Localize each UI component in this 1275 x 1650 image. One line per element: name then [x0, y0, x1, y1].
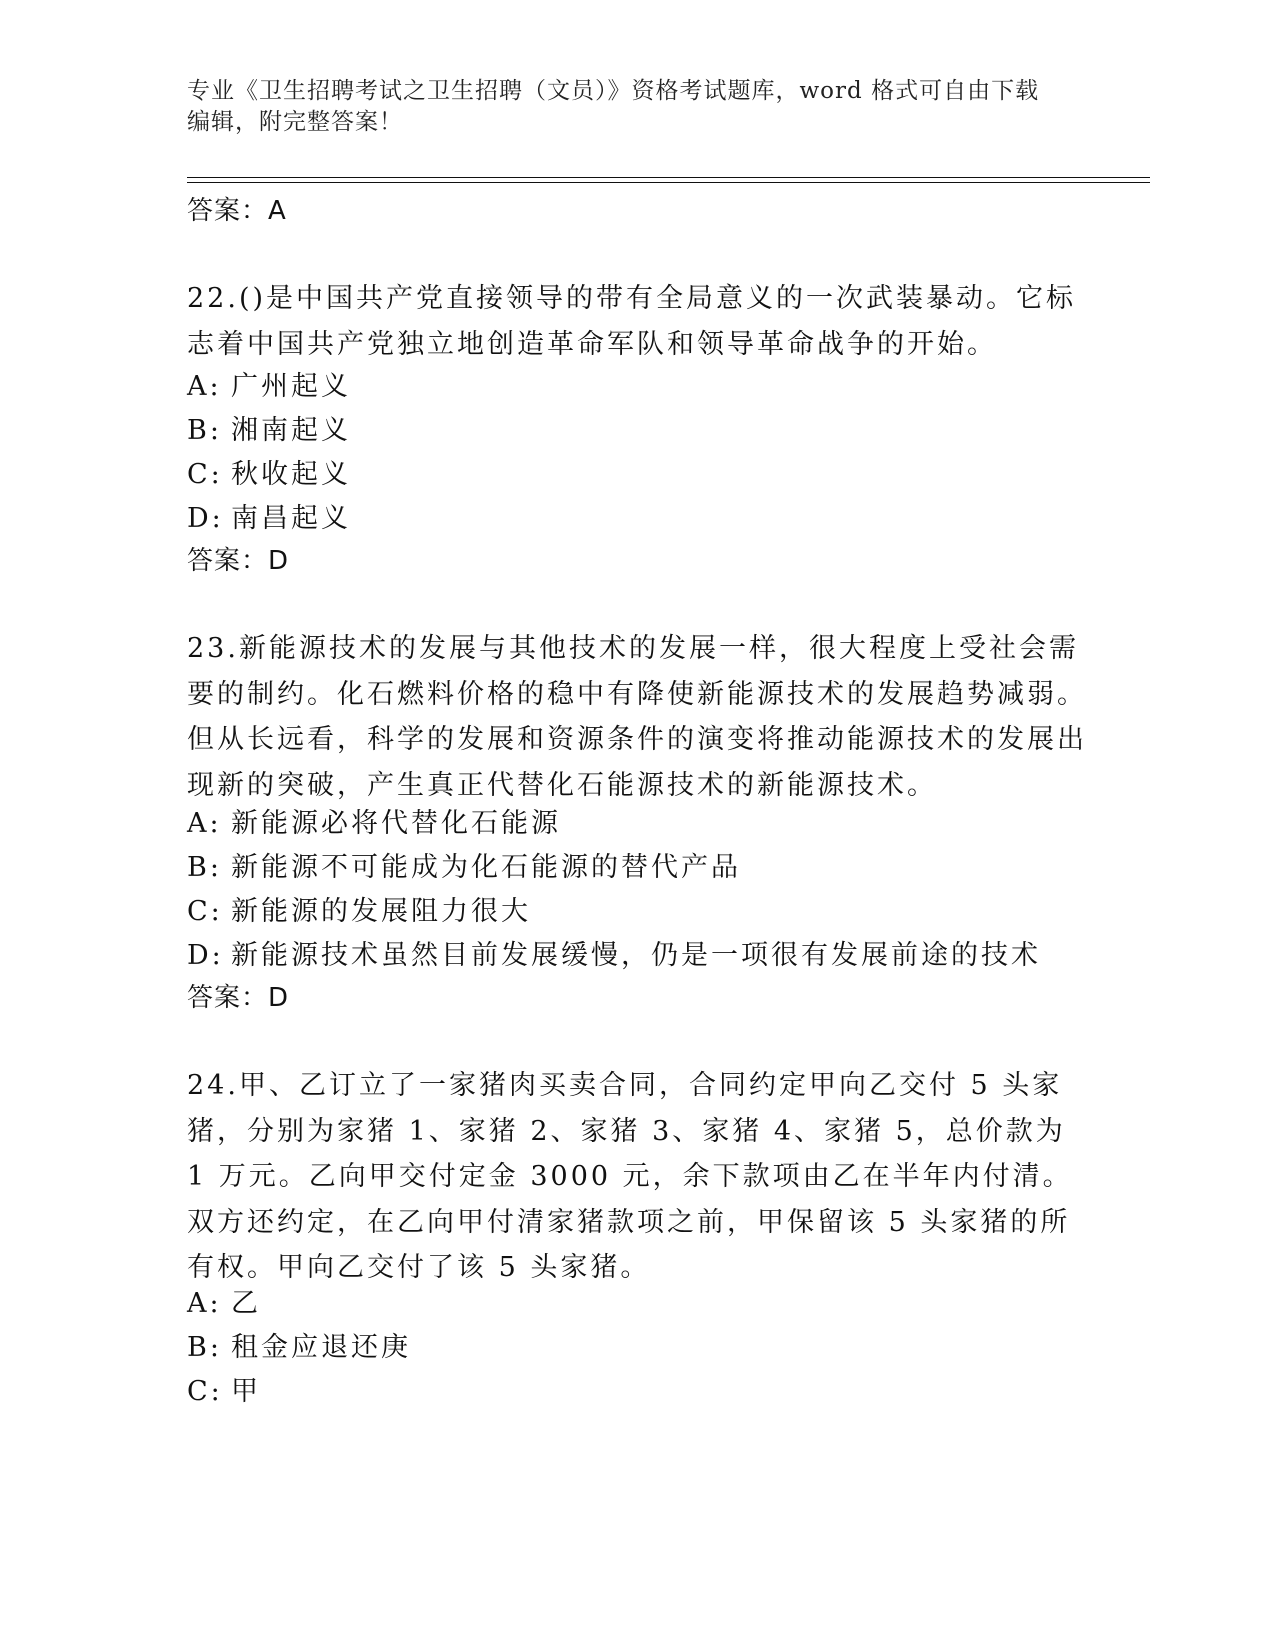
- document-header: [187, 76, 1067, 138]
- option-letter: B:: [187, 1332, 222, 1363]
- option-letter: D:: [187, 940, 224, 971]
- option-text: 新能源不可能成为化石能源的替代产品: [231, 852, 741, 883]
- option-letter: C:: [187, 1376, 223, 1407]
- question-23-option-d: [187, 933, 1041, 972]
- option-letter: A:: [187, 808, 222, 839]
- option-text: 新能源技术虽然目前发展缓慢，仍是一项很有发展前途的技术: [231, 940, 1041, 971]
- question-22-option-a: [187, 364, 351, 403]
- option-letter: C:: [187, 896, 223, 927]
- option-letter: A:: [187, 1288, 222, 1319]
- question-24-option-a: [187, 1281, 261, 1320]
- option-text: 湘南起义: [231, 415, 351, 446]
- answer-22: 答案：D: [187, 546, 290, 576]
- header-divider-bottom: [187, 182, 1150, 183]
- option-text: 甲: [231, 1376, 261, 1407]
- question-22-text: 22.()是中国共产党直接领导的带有全局意义的一次武装暴动。它标志着中国共产党独立地创造革命军队和领导革命战争的开始。: [187, 283, 1077, 360]
- header-line-1: 专业《卫生招聘考试之卫生招聘（文员）》资格考试题库，word 格式可自由下载: [187, 78, 1040, 104]
- question-23-option-a: [187, 801, 561, 840]
- option-text: 南昌起义: [231, 503, 351, 534]
- question-23-text: 23.新能源技术的发展与其他技术的发展一样，很大程度上受社会需要的制约。化石燃料价格的稳中有降使新能源技术的发展趋势减弱。但从长远看，科学的发展和资源条件的演变将推动能源技术的发展出现新的突破，产生真正代替化石能源技术的新能源技术。: [187, 633, 1087, 801]
- question-24-text: 24.甲、乙订立了一家猪肉买卖合同，合同约定甲向乙交付 5 头家猪，分别为家猪 1、家猪 2、家猪 3、家猪 4、家猪 5，总价款为 1 万元。乙向甲交付定金 3000 元，余下款项由乙在半年内付清。双方还约定，在乙向甲付清家猪款项之前，甲保留该 5 头家猪的所有权。甲向乙交付了该 5 头家猪。: [187, 1070, 1073, 1283]
- option-text: 秋收起义: [231, 459, 351, 490]
- question-22-option-c: [187, 452, 351, 491]
- option-letter: A:: [187, 371, 222, 402]
- option-letter: D:: [187, 503, 224, 534]
- question-24-option-b: [187, 1325, 411, 1364]
- option-letter: C:: [187, 459, 223, 490]
- option-letter: B:: [187, 852, 222, 883]
- header-divider-top: [187, 177, 1150, 178]
- question-23-option-b: [187, 845, 741, 884]
- answer-23: 答案：D: [187, 983, 290, 1013]
- option-text: 乙: [231, 1288, 261, 1319]
- question-22-option-b: [187, 408, 351, 447]
- option-text: 新能源的发展阻力很大: [231, 896, 531, 927]
- option-text: 租金应退还庚: [231, 1332, 411, 1363]
- option-text: 广州起义: [231, 371, 351, 402]
- header-line-2: 编辑，附完整答案！: [187, 109, 403, 135]
- question-23-option-c: [187, 889, 531, 928]
- question-22-option-d: [187, 496, 351, 535]
- answer-21: 答案：A: [187, 196, 287, 226]
- option-text: 新能源必将代替化石能源: [231, 808, 561, 839]
- option-letter: B:: [187, 415, 222, 446]
- question-24-option-c: [187, 1369, 261, 1408]
